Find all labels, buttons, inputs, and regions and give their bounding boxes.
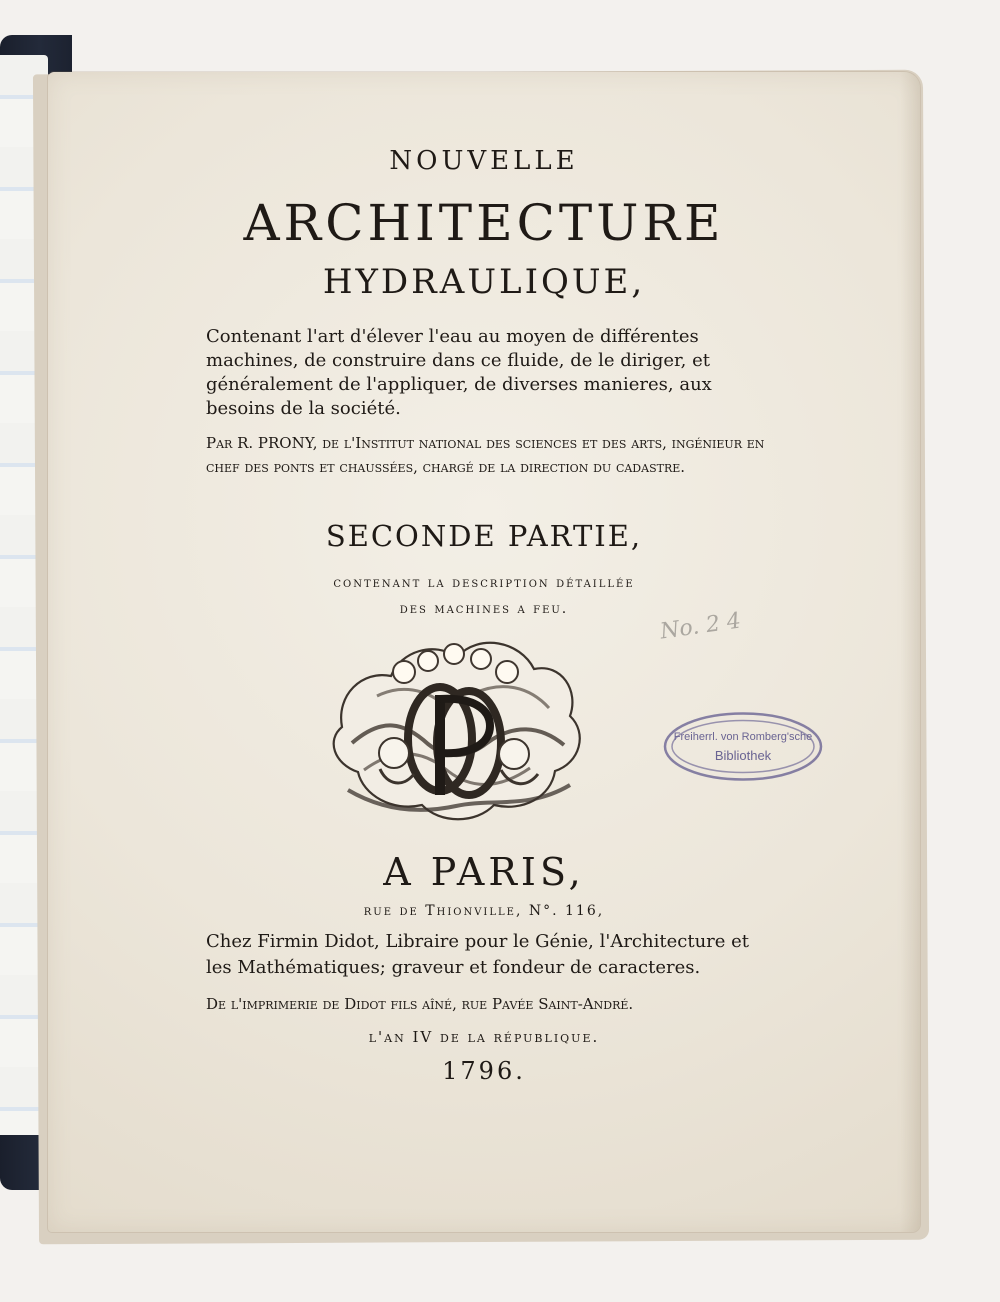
stamp-line-1: Freiherrl. von Romberg'sche	[673, 731, 813, 743]
republic-year: l'an IV de la république.	[368, 1028, 600, 1046]
monogram-vignette	[324, 623, 592, 828]
library-stamp	[662, 710, 824, 783]
publication-city: A PARIS,	[383, 850, 585, 894]
title-page	[48, 72, 920, 1232]
title-line-3: HYDRAULIQUE,	[322, 262, 646, 302]
part-subtitle: contenant la description détaillée des machines a feu.	[333, 575, 635, 617]
handwritten-shelf-mark: No. 2 4	[658, 608, 743, 645]
publication-year: 1796.	[442, 1057, 526, 1085]
author-line: Par R. PRONY, de l'Institut national des sciences et des arts, ingénieur en chef des ponts et chaussées, chargé de la direction du cadastre.	[206, 434, 765, 476]
title-line-2: ARCHITECTURE	[243, 194, 725, 252]
publication-street: rue de Thionville, N°. 116,	[363, 903, 605, 919]
title-line-1: NOUVELLE	[389, 146, 579, 176]
publisher-line: Chez Firmin Didot, Libraire pour le Génie, l'Architecture et les Mathématiques; graveur et fondeur de caracteres.	[206, 931, 750, 978]
printer-line: De l'imprimerie de Didot fils aîné, rue Pavée Saint-André.	[206, 995, 634, 1013]
title-description: Contenant l'art d'élever l'eau au moyen de différentes machines, de construire dans ce fluide, de le diriger, et généralement de l'appliquer, de diverses manieres, aux besoins de la société.	[206, 326, 712, 419]
part-title: SECONDE PARTIE,	[325, 519, 643, 553]
stamp-line-2: Bibliothek	[714, 748, 772, 763]
